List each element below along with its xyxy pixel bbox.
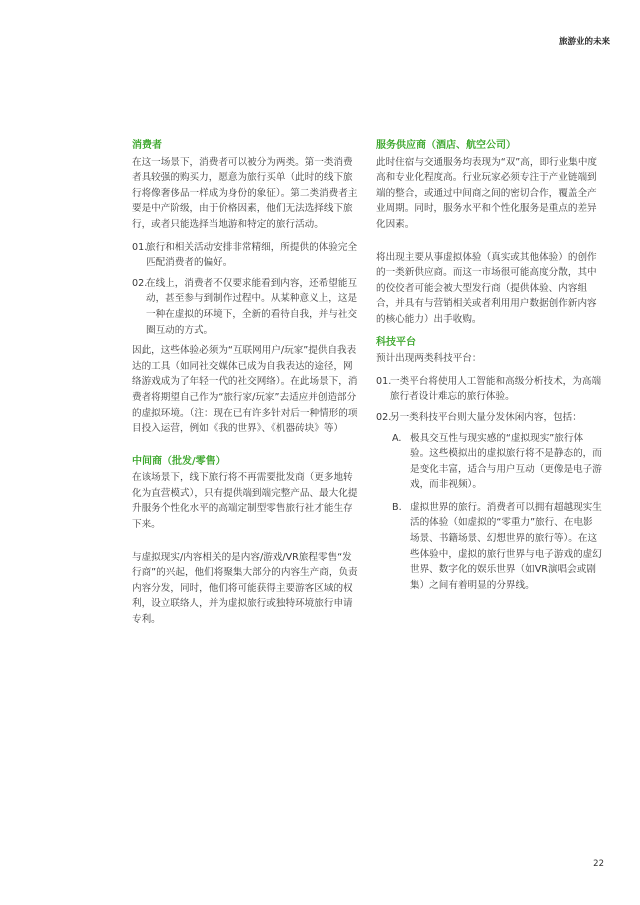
left-column — [132, 138, 358, 635]
item-number: 02. — [132, 277, 148, 289]
item-text: 一类平台将使用人工智能和高级分析技术，为高端旅行者设计难忘的旅行体验。 — [390, 375, 602, 403]
sub-item-letter: A. — [392, 432, 402, 444]
middleman-heading: 中间商（批发/零售） — [132, 455, 226, 467]
platform-item-2 — [376, 410, 602, 426]
middleman-paragraph-2: 与虚拟现实/内容相关的是内容/游戏/VR旅程零售“发行商”的兴起，他们将聚集大部分的内容生产商，负责内容分发，同时，他们将可能获得主要游客区域的权利，设立联络人，并为虚拟旅行或独特环境旅行申请专利。 — [132, 551, 358, 626]
middleman-paragraph-1: 在该场景下，线下旅行将不再需要批发商（更多地转化为直营模式），只有提供端到端完整产品、最大化提升服务个性化水平的高端定制型零售旅行社才能生存下来。 — [132, 472, 358, 531]
item-number: 01. — [376, 375, 392, 387]
item-text: 旅行和相关活动安排非常精细，所提供的体验完全匹配消费者的偏好。 — [146, 241, 358, 269]
item-number: 02. — [376, 411, 392, 423]
page-number: 22 — [593, 859, 604, 869]
header-title: 旅游业的未来 — [558, 37, 610, 47]
consumer-intro: 在这一场景下，消费者可以被分为两类。第一类消费者具较强的购买力，愿意为旅行买单（此时的线下旅行将像奢侈品一样成为身份的象征）。第二类消费者主要是中产阶级，由于价格因素，他们无法选择线下旅行，或者只能选择当地游和特定的旅行活动。 — [132, 156, 358, 230]
platform-sub-item-a — [376, 431, 602, 493]
consumer-item-2 — [132, 276, 358, 338]
consumer-paragraph: 因此，这些体验必须为“互联网用户/玩家”提供自我表达的工具（如同社交媒体已成为自我表达的途径，网络游戏成为了年轻一代的社交网络）。在此场景下，消费者将期望自己作为“旅行家/玩家”去适应并创造部分的虚拟环境。（注：现在已有许多针对后一种情形的项目投入运营，例如《我的世界》、《机器砖块》等） — [132, 345, 358, 435]
item-number: 01. — [132, 241, 148, 253]
consumer-heading: 消费者 — [132, 140, 162, 151]
providers-paragraph-1: 此时住宿与交通服务均表现为“双”高，即行业集中度高和专业化程度高。行业玩家必须专注于产业链端到端的整合，或通过中间商之间的密切合作，覆盖全产业周期。同时，服务水平和个性化服务是重点的差异化因素。 — [376, 156, 598, 230]
item-text: 另一类科技平台则大量分发休闲内容，包括： — [390, 411, 582, 423]
right-column — [376, 138, 602, 600]
item-text: 在线上，消费者不仅要求能看到内容，还希望能互动，甚至参与到制作过程中。从某种意义上，这是一种在虚拟的环境下，全新的看待自我，并与社交圈互动的方式。 — [146, 277, 358, 336]
sub-item-letter: B. — [392, 501, 402, 513]
platform-intro: 预计出现两类科技平台： — [376, 353, 482, 365]
sub-item-text: 虚拟世界的旅行。消费者可以拥有超越现实生活的体验（如虚拟的“零重力”旅行、在电影场景、书籍场景、幻想世界的旅行等）。在这些体验中，虚拟的旅行世界与电子游戏的虚幻世界、数字化的娱乐世界（如VR演唱会或剧集）之间有着明显的分界线。 — [410, 501, 602, 591]
providers-paragraph-2: 将出现主要从事虚拟体验（真实或其他体验）的创作的一类新供应商。而这一市场很可能高度分散，其中的佼佼者可能会被大型发行商（提供体验、内容组合，并具有与营销相关或者利用用户数据创作新内容的核心能力）出手收购。 — [376, 251, 597, 325]
platform-sub-item-b — [376, 500, 602, 594]
platform-heading: 科技平台 — [376, 336, 416, 348]
providers-heading: 服务供应商（酒店、航空公司） — [376, 140, 516, 151]
consumer-item-1 — [132, 240, 358, 271]
platform-item-1 — [376, 374, 602, 405]
sub-item-text: 极具交互性与现实感的“虚拟现实”旅行体验。这些模拟出的虚拟旅行将不是静态的，而是变化丰富，适合与用户互动（更像是电子游戏，而非视频）。 — [410, 432, 602, 491]
